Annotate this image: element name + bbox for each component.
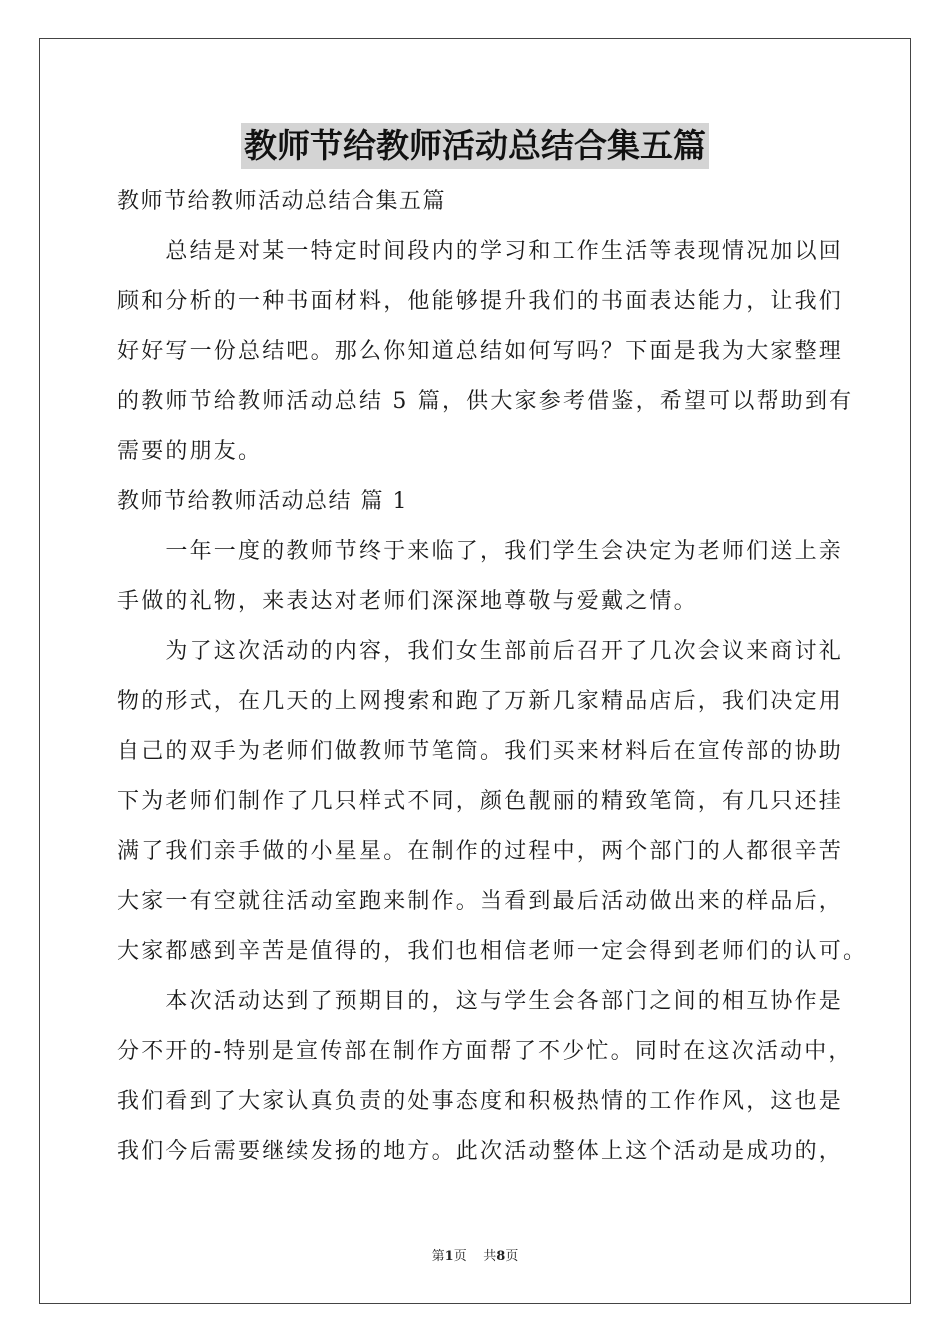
section-heading: 教师节给教师活动总结 篇 1 [117, 489, 408, 514]
paragraph-line: 手做的礼物，来表达对老师们深深地尊敬与爱戴之情。 [117, 589, 698, 614]
footer-prefix: 第 [431, 1249, 445, 1264]
paragraph-line: 我们今后需要继续发扬的地方。此次活动整体上这个活动是成功的， [117, 1139, 844, 1164]
footer-total-pages: 8 [496, 1249, 506, 1264]
paragraph-line: 满了我们亲手做的小星星。在制作的过程中，两个部门的人都很辛苦 [117, 839, 844, 864]
page-footer [0, 1245, 950, 1264]
paragraph-line: 一年一度的教师节终于来临了，我们学生会决定为老师们送上亲 [117, 539, 844, 564]
paragraph-line: 总结是对某一特定时间段内的学习和工作生活等表现情况加以回 [117, 239, 844, 264]
paragraph-line: 物的形式，在几天的上网搜索和跑了万新几家精品店后，我们决定用 [117, 689, 844, 714]
paragraph-line: 的教师节给教师活动总结 5 篇，供大家参考借鉴，希望可以帮助到有 [117, 389, 854, 414]
paragraph-line: 自己的双手为老师们做教师节笔筒。我们买来材料后在宣传部的协助 [117, 739, 844, 764]
footer-total-prefix: 共 [483, 1249, 497, 1264]
footer-page-number: 1 [444, 1249, 454, 1264]
paragraph-line: 好好写一份总结吧。那么你知道总结如何写吗？下面是我为大家整理 [117, 339, 844, 364]
section-heading: 教师节给教师活动总结合集五篇 [117, 189, 447, 214]
document-title: 教师节给教师活动总结合集五篇 [241, 123, 709, 169]
footer-total-unit: 页 [505, 1249, 519, 1264]
footer-page-unit: 页 [453, 1249, 467, 1264]
paragraph-line: 大家都感到辛苦是值得的，我们也相信老师一定会得到老师们的认可。 [117, 939, 868, 964]
title-wrap [0, 123, 950, 169]
paragraph-line: 我们看到了大家认真负责的处事态度和积极热情的工作作风，这也是 [117, 1089, 844, 1114]
document-body [117, 177, 868, 1177]
paragraph-line: 顾和分析的一种书面材料，他能够提升我们的书面表达能力，让我们 [117, 289, 844, 314]
paragraph-line: 为了这次活动的内容，我们女生部前后召开了几次会议来商讨礼 [117, 639, 844, 664]
paragraph-line: 分不开的-特别是宣传部在制作方面帮了不少忙。同时在这次活动中， [117, 1039, 853, 1064]
paragraph-line: 大家一有空就往活动室跑来制作。当看到最后活动做出来的样品后， [117, 889, 844, 914]
paragraph-line: 下为老师们制作了几只样式不同，颜色靓丽的精致笔筒，有几只还挂 [117, 789, 844, 814]
paragraph-line: 需要的朋友。 [117, 439, 263, 464]
paragraph-line: 本次活动达到了预期目的，这与学生会各部门之间的相互协作是 [117, 989, 844, 1014]
